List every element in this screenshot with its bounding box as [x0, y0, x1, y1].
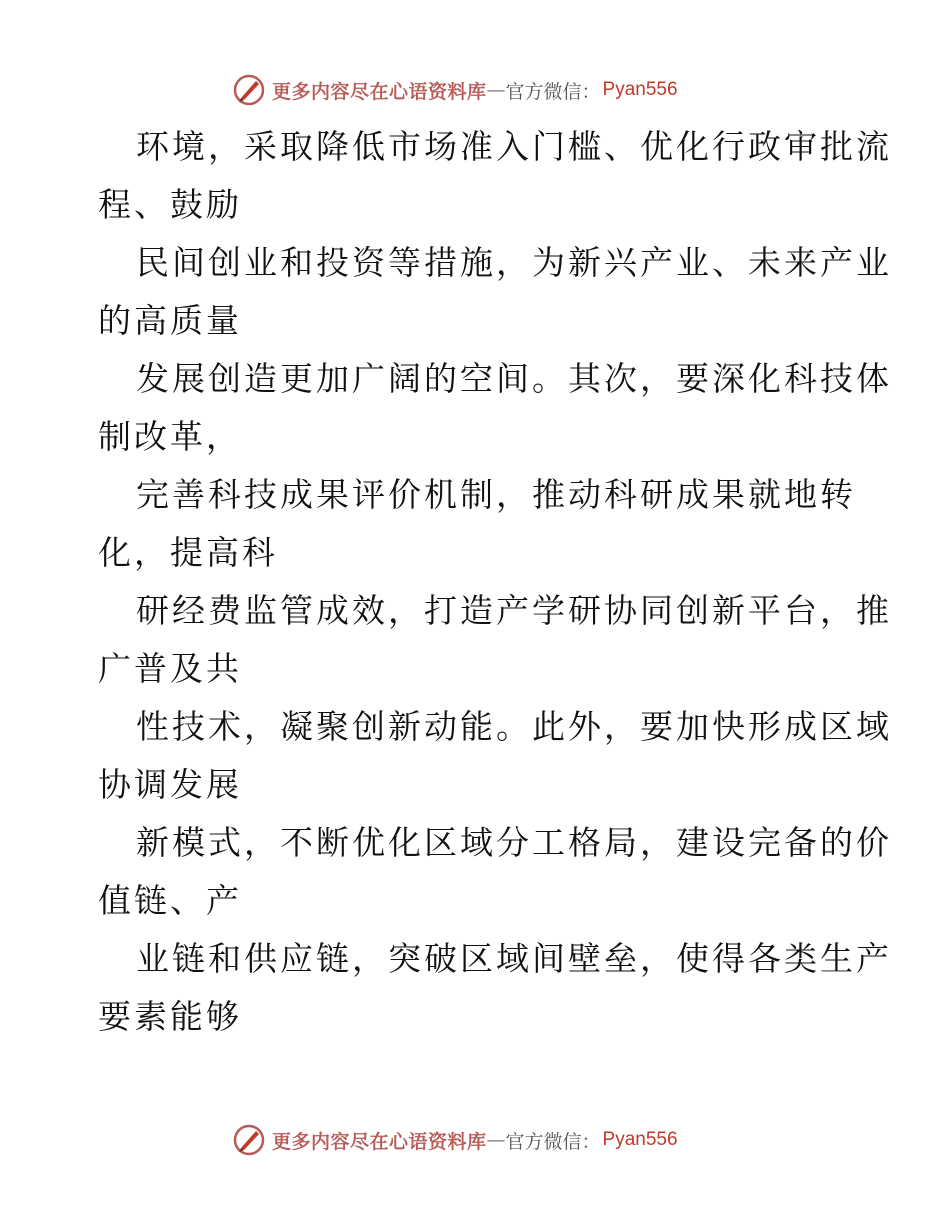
text-line: 制改革， [98, 417, 242, 456]
brand-text: 更多内容尽在心语资料库 [272, 80, 487, 103]
text-line: 完善科技成果评价机制，推动科研成果就地转 [136, 475, 856, 514]
text-line: 化，提高科 [98, 533, 278, 572]
text-line: 的高质量 [98, 301, 242, 340]
text-line: 新模式，不断优化区域分工格局，建设完备的价 [136, 823, 892, 862]
footer-banner [232, 1123, 678, 1157]
banner-separator: — [486, 1129, 506, 1151]
text-line: 业链和供应链，突破区域间壁垒，使得各类生产 [136, 939, 892, 978]
text-line: 程、鼓励 [98, 185, 242, 224]
text-line: 要素能够 [98, 997, 242, 1036]
text-line: 环境，采取降低市场准入门槛、优化行政审批流 [136, 127, 892, 166]
text-line: 协调发展 [98, 765, 242, 804]
text-line: 民间创业和投资等措施，为新兴产业、未来产业 [136, 243, 892, 282]
wechat-label: 官方微信： [505, 80, 601, 103]
text-line: 发展创造更加广阔的空间。其次，要深化科技体 [136, 359, 892, 398]
wechat-label: 官方微信： [505, 1130, 601, 1153]
text-line: 广普及共 [98, 649, 242, 688]
text-line: 性技术，凝聚创新动能。此外，要加快形成区域 [136, 707, 892, 746]
quill-logo-icon [232, 1123, 266, 1157]
header-banner [232, 73, 678, 107]
wechat-id: Pyan556 [602, 1129, 678, 1150]
brand-text: 更多内容尽在心语资料库 [272, 1130, 487, 1153]
wechat-id: Pyan556 [602, 79, 678, 100]
document-body [98, 118, 892, 1046]
text-line: 值链、产 [98, 881, 242, 920]
quill-logo-icon [232, 73, 266, 107]
banner-separator: — [486, 79, 506, 101]
text-line: 研经费监管成效，打造产学研协同创新平台，推 [136, 591, 892, 630]
